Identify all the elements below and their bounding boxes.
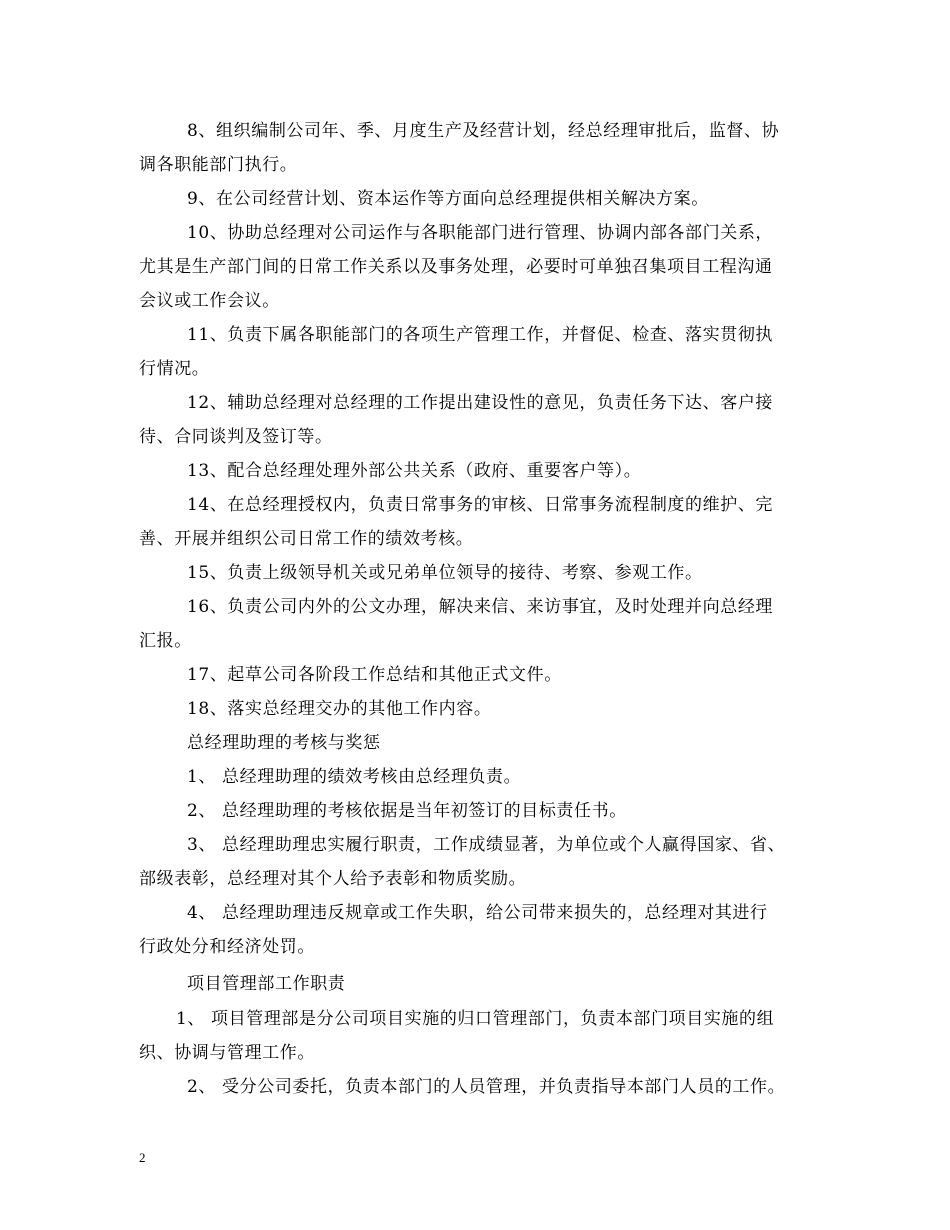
text-line: 12、辅助总经理对总经理的工作提出建设性的意见，负责任务下达、客户接 [187, 393, 774, 413]
text-line: 尤其是生产部门间的日常工作关系以及事务处理，必要时可单独召集项目工程沟通 [139, 257, 773, 277]
text-line: 织、协调与管理工作。 [139, 1043, 315, 1063]
text-line: 行政处分和经济处罚。 [139, 937, 315, 957]
text-line: 8、组织编制公司年、季、月度生产及经营计划，经总经理审批后，监督、协 [187, 121, 780, 141]
text-line: 调各职能部门执行。 [139, 155, 298, 175]
section-heading: 项目管理部工作职责 [187, 974, 346, 994]
text-line: 2、 受分公司委托，负责本部门的人员管理，并负责指导本部门人员的工作。 [187, 1077, 786, 1097]
text-line: 3、 总经理助理忠实履行职责，工作成绩显著，为单位或个人赢得国家、省、 [187, 835, 786, 855]
text-line: 1、 项目管理部是分公司项目实施的归口管理部门，负责本部门项目实施的组 [176, 1009, 775, 1029]
text-line: 行情况。 [139, 359, 210, 379]
page-number: 2 [139, 1150, 146, 1165]
text-line: 汇报。 [139, 631, 192, 651]
text-line: 15、负责上级领导机关或兄弟单位领导的接待、考察、参观工作。 [187, 563, 703, 583]
text-line: 18、落实总经理交办的其他工作内容。 [187, 699, 492, 719]
text-line: 13、配合总经理处理外部公共关系（政府、重要客户等）。 [187, 461, 642, 481]
text-line: 1、 总经理助理的绩效考核由总经理负责。 [187, 767, 522, 787]
text-line: 14、在总经理授权内，负责日常事务的审核、日常事务流程制度的维护、完 [187, 495, 774, 515]
text-line: 11、负责下属各职能部门的各项生产管理工作，并督促、检查、落实贯彻执 [187, 325, 774, 345]
text-line: 2、 总经理助理的考核依据是当年初签订的目标责任书。 [187, 801, 627, 821]
text-line: 部级表彰，总经理对其个人给予表彰和物质奖励。 [139, 869, 527, 889]
text-line: 待、合同谈判及签订等。 [139, 427, 333, 447]
section-heading: 总经理助理的考核与奖惩 [187, 733, 381, 753]
text-line: 9、在公司经营计划、资本运作等方面向总经理提供相关解决方案。 [187, 189, 709, 209]
text-line: 16、负责公司内外的公文办理，解决来信、来访事宜，及时处理并向总经理 [187, 597, 774, 617]
text-line: 10、协助总经理对公司运作与各职能部门进行管理、协调内部各部门关系， [187, 223, 774, 243]
text-line: 17、起草公司各阶段工作总结和其他正式文件。 [187, 665, 562, 685]
text-line: 善、开展并组织公司日常工作的绩效考核。 [139, 529, 474, 549]
text-line: 4、 总经理助理违反规章或工作失职，给公司带来损失的，总经理对其进行 [187, 903, 768, 923]
text-line: 会议或工作会议。 [139, 291, 280, 311]
